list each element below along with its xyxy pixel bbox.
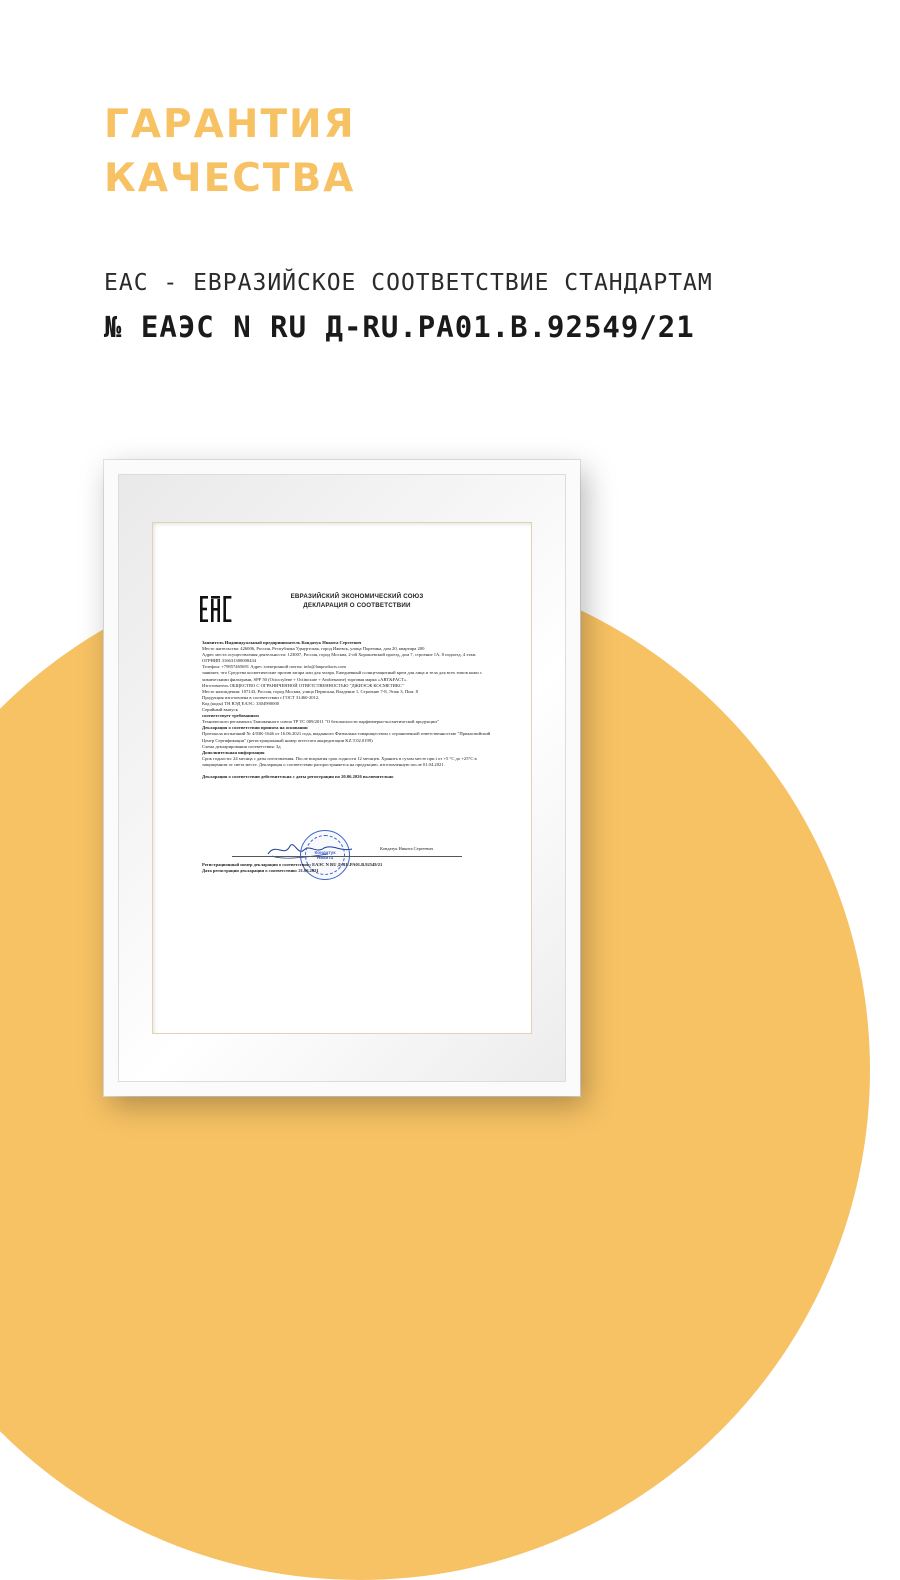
registration-block xyxy=(202,862,492,874)
eac-logo-icon xyxy=(200,596,232,622)
doc-protocol: Протокола испытаний № 4/03К-1646 от 16.06.2021 года, выданного Фитиальна товариществом с ограниченной ответственностью "Прикаспийский Центр Сертификации" (регистрационный номер аттестата аккредитации KZ.T.02.0199) xyxy=(202,731,491,743)
doc-reg-date: Дата регистрации декларации о соответствии: 21.06.2021 xyxy=(202,868,319,874)
headline-line-1: ГАРАНТИЯ xyxy=(104,102,356,147)
doc-complies-label: соответствует требованиям xyxy=(202,713,259,719)
doc-declares: заявляет, что Средства косметические против загара или для загара. Ежедневный солнцезащитный крем для лица и тела для всех типов кожи с химическими фильтрами, SPF 50 (Octocrylene + Octinoxate + Avobenzone) торговая марка «ART&FACT». xyxy=(202,670,482,682)
doc-serial: Серийный выпуск xyxy=(202,707,238,713)
doc-activity-address: Адрес места осуществления деятельности: 123007, Россия, город Москва, 2-ой Хорошевский проезд, дом 7, строение 1А, 8 подъезд, 4 этаж xyxy=(202,652,476,658)
doc-signer: Кондатук Никита Сергеевич xyxy=(380,846,434,851)
doc-validity: Декларация о соответствии действительна с даты регистрации по 20.06.2026 включительно xyxy=(202,773,394,779)
doc-location: Место жительства: 426006, Россия, Республика Удмуртская, город Ижевск, улица Порезика, дом 20, квартира 200 xyxy=(202,646,425,652)
doc-additional: Срок годности: 24 месяца с даты изготовления. После вскрытия срок годности 12 месяцев. Хранить в сухом месте при t от +5 °С до +25°С в защищенном от света месте. Декларация о соответствии распространяется на продукцию, изготовленную после 01.04.2021. xyxy=(202,755,477,767)
doc-manufacturer-location: Место нахождения: 107143, Россия, город Москва, улица Пермская, Владение 1, Строение 7-8, Этаж 3, Пом. 8 xyxy=(202,688,418,694)
headline xyxy=(104,98,356,206)
doc-phone: Телефон: +79857465691 Адрес электронной почты: info@lanproducts.com xyxy=(202,664,346,670)
doc-reg-number: Регистрационный номер декларации о соответствии: ЕАЭС N RU Д-RU.PA01.B.92549/21 xyxy=(202,862,383,867)
doc-products: Продукция изготовлена в соответствии с ГОСТ 31460-2012. xyxy=(202,694,320,700)
doc-applicant: Заявитель Индивидуальный предприниматель Кондатук Никита Сергеевич xyxy=(202,640,362,645)
document-header xyxy=(262,592,452,610)
doc-additional-label: Дополнительная информация xyxy=(202,749,265,755)
doc-ogrn: ОГРНИП 316631300008434 xyxy=(202,658,257,664)
doc-manufacturer: Изготовитель ОБЩЕСТВО С ОГРАНИЧЕННОЙ ОТВЕТСТВЕННОСТЬЮ "ДЖИЭСЖ КОСМЕТИКС" xyxy=(202,682,404,688)
stamp-text: Кондатук Никита xyxy=(314,850,336,861)
declaration-document xyxy=(172,550,508,1006)
doc-basis-label: Декларация о соответствии принята на основании xyxy=(202,725,308,731)
eac-standard-line: EAC - ЕВРАЗИЙСКОЕ СООТВЕТСТВИЕ СТАНДАРТАМ xyxy=(104,270,713,296)
document-header-line-1: ЕВРАЗИЙСКИЙ ЭКОНОМИЧЕСКИЙ СОЮЗ xyxy=(290,593,424,600)
doc-tnved: Код (коды) ТН ВЭД ЕАЭС: 3304990000 xyxy=(202,700,280,706)
headline-line-2: КАЧЕСТВА xyxy=(104,156,356,201)
signature-line xyxy=(232,856,462,857)
doc-regulation: Технического регламента Таможенного союза ТР ТС 009/2011 "О безопасности парфюмерно-косметической продукции" xyxy=(202,719,439,725)
certificate-number: № ЕАЭС N RU Д-RU.PA01.B.92549/21 xyxy=(104,310,695,344)
picture-frame xyxy=(104,460,580,1096)
frame-mat xyxy=(152,522,532,1034)
document-body xyxy=(202,640,492,780)
document-header-line-2: ДЕКЛАРАЦИЯ О СООТВЕТСТВИИ xyxy=(303,602,411,609)
doc-scheme: Схема декларирования соответствия: 3д xyxy=(202,743,281,749)
